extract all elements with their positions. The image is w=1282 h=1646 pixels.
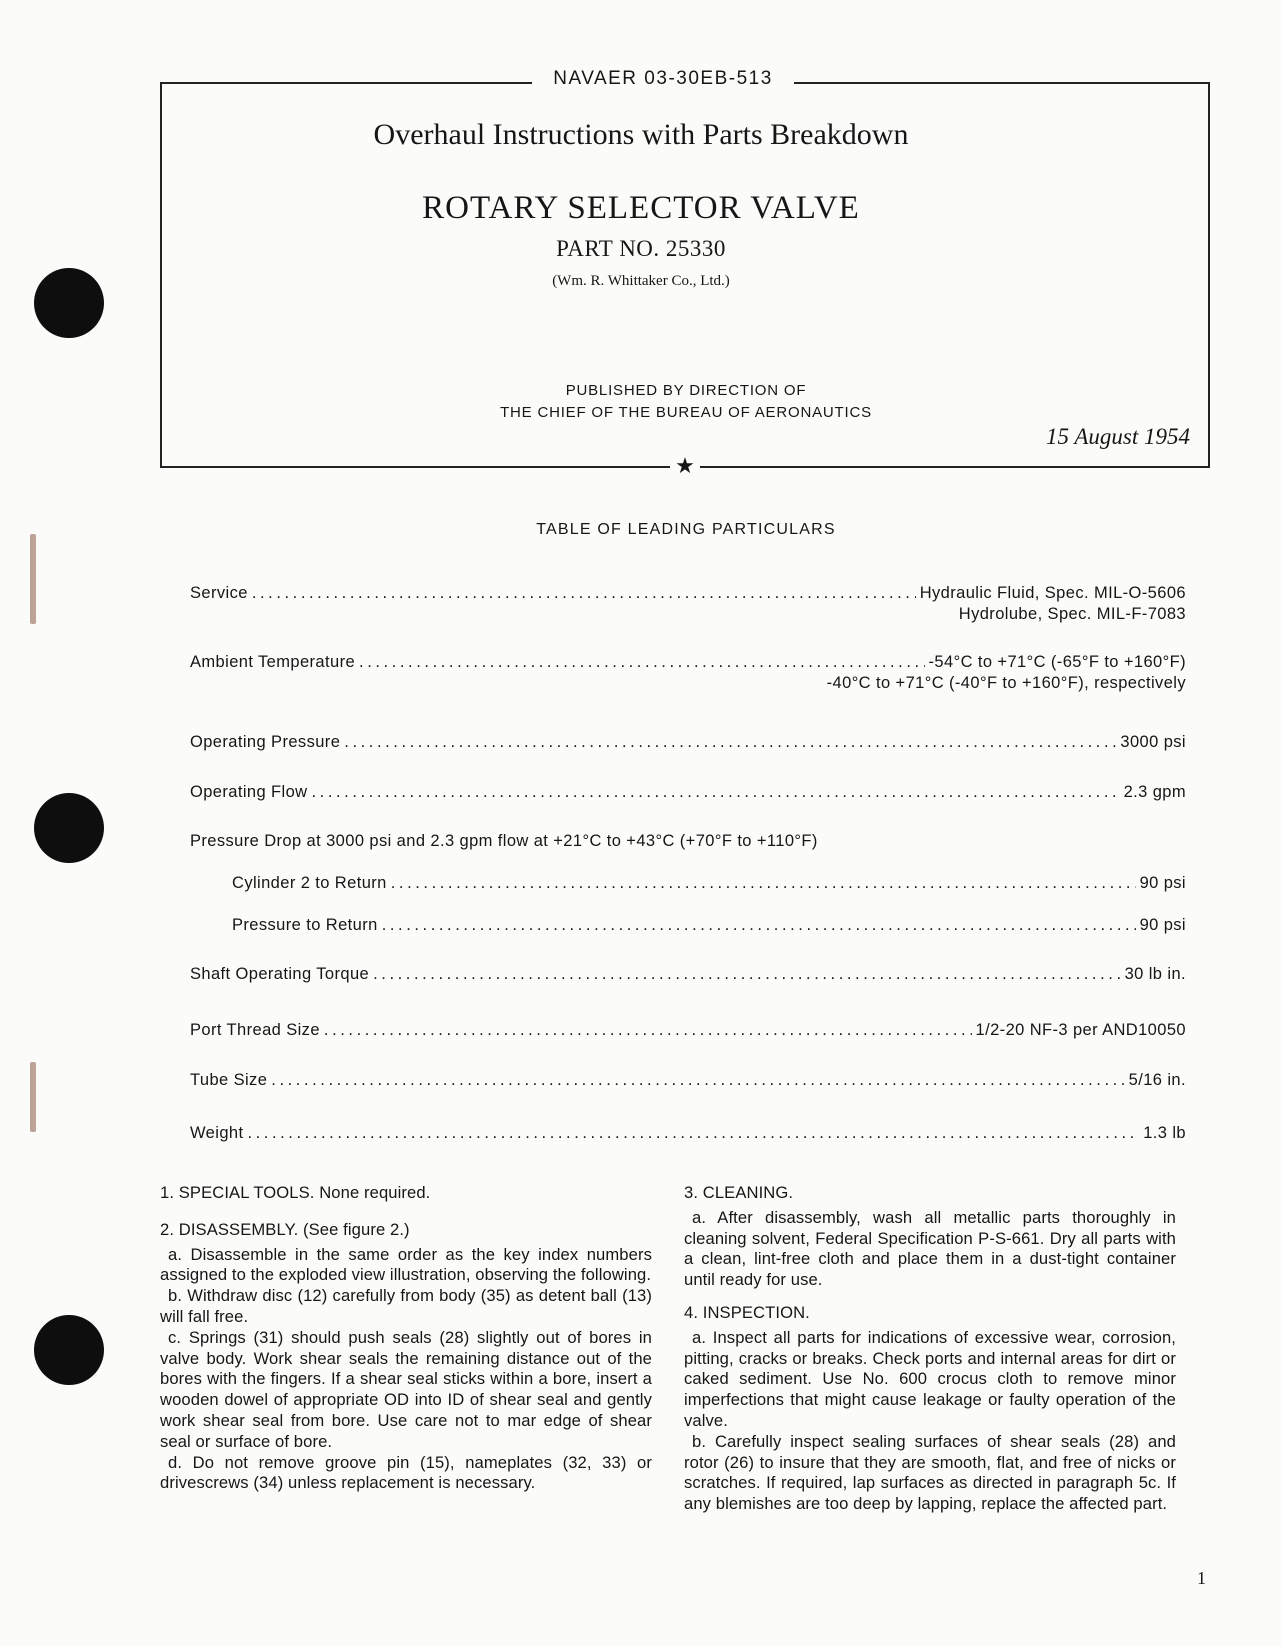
leader-dots (252, 584, 916, 603)
section-special-tools: 1. SPECIAL TOOLS. None required. (160, 1183, 431, 1202)
disassembly-paragraph-a: a. Disassemble in the same order as the key index numbers assigned to the exploded view illustration, observing the following. (160, 1244, 652, 1285)
ambient-value-continued: -40°C to +71°C (-40°F to +160°F), respectively (826, 674, 1186, 692)
cleaning-paragraph-a: a. After disassembly, wash all metallic parts thoroughly in cleaning solvent, Federal Specification P-S-661. Dry all parts with a clean, lint-free cloth and place them in a dust-tight container until ready for use. (684, 1207, 1176, 1290)
disassembly-paragraph-d: d. Do not remove groove pin (15), nameplates (32, 33) or drivescrews (34) unless replacement is necessary. (160, 1452, 652, 1493)
row-value: 3000 psi (1120, 733, 1186, 751)
row-label: Port Thread Size (190, 1021, 320, 1039)
row-weight (190, 1124, 1186, 1143)
margin-stain-upper (30, 534, 36, 624)
manufacturer: (Wm. R. Whittaker Co., Ltd.) (552, 273, 730, 289)
inspection-paragraph-b: b. Carefully inspect sealing surfaces of shear seals (28) and rotor (26) to insure that they are smooth, flat, and free of nicks or scratches. If required, lap surfaces as directed in paragraph 5c. If any blemishes are too deep by lapping, replace the affected part. (684, 1431, 1176, 1514)
disassembly-paragraph-c: c. Springs (31) should push seals (28) slightly out of bores in valve body. Work shear seals the remaining distance out of the bores with the fingers. If a shear seal sticks within a bore, insert a wooden dowel of appropriate OD into ID of shear seal and gently work shear seal from bore. Use care not to mar edge of shear seal or surface of bore. (160, 1327, 652, 1451)
page-number: 1 (1197, 1568, 1206, 1588)
row-ambient-temperature (190, 653, 1186, 672)
disassembly-paragraph-b: b. Withdraw disc (12) carefully from body (35) as detent ball (13) will fall free. (160, 1286, 652, 1326)
section-disassembly-heading: 2. DISASSEMBLY. (See figure 2.) (160, 1219, 410, 1239)
row-shaft-operating-torque (190, 965, 1186, 984)
row-value: -54°C to +71°C (-65°F to +160°F) (928, 653, 1186, 671)
row-label: Operating Pressure (190, 733, 341, 751)
row-cylinder-2-to-return (232, 874, 1186, 893)
row-label: Ambient Temperature (190, 653, 356, 671)
row-value: 2.3 gpm (1123, 783, 1186, 801)
publisher-line-2: THE CHIEF OF THE BUREAU OF AERONAUTICS (500, 404, 872, 421)
row-label: Operating Flow (190, 783, 308, 801)
row-tube-size (190, 1071, 1186, 1090)
leader-dots (391, 874, 1136, 893)
leader-dots (247, 1124, 1139, 1143)
publisher-line-1: PUBLISHED BY DIRECTION OF (565, 382, 807, 399)
binder-hole-middle (34, 793, 104, 863)
row-label: Shaft Operating Torque (190, 965, 370, 983)
leader-dots (324, 1021, 972, 1040)
leading-particulars-heading: TABLE OF LEADING PARTICULARS (536, 521, 836, 538)
body-column-right (684, 1183, 1176, 1515)
row-port-thread-size (190, 1021, 1186, 1040)
row-value: 90 psi (1139, 916, 1186, 934)
row-value: Hydraulic Fluid, Spec. MIL-O-5606 (919, 584, 1186, 602)
binder-hole-bottom (34, 1315, 104, 1385)
document-title: Overhaul Instructions with Parts Breakdown (373, 118, 909, 151)
leader-dots (382, 916, 1136, 935)
row-label: Tube Size (190, 1071, 268, 1089)
row-operating-pressure (190, 733, 1186, 752)
margin-stain-lower (30, 1062, 36, 1132)
row-pressure-to-return (232, 916, 1186, 935)
row-value: 5/16 in. (1128, 1071, 1186, 1089)
row-operating-flow (190, 783, 1186, 802)
leader-dots (373, 965, 1121, 984)
part-number: PART NO. 25330 (556, 236, 726, 261)
service-value-continued: Hydrolube, Spec. MIL-F-7083 (958, 605, 1186, 623)
row-label: Service (190, 584, 248, 602)
document-subject: ROTARY SELECTOR VALVE (422, 190, 860, 226)
section-inspection-heading: 4. INSPECTION. (684, 1302, 810, 1322)
inspection-paragraph-a: a. Inspect all parts for indications of excessive wear, corrosion, pitting, cracks or breaks. Check ports and internal areas for dirt or caked sediment. Use No. 600 crocus cloth to remove minor imperfections that might cause leakage or faulty operation of the valve. (684, 1327, 1176, 1430)
row-label: Pressure to Return (232, 916, 378, 934)
body-column-left (160, 1183, 652, 1494)
leader-dots (359, 653, 924, 672)
row-value: 1/2-20 NF-3 per AND10050 (975, 1021, 1186, 1039)
row-service (190, 584, 1186, 603)
row-label: Weight (190, 1124, 244, 1142)
star-ornament: ★ (670, 451, 700, 483)
pressure-drop-heading: Pressure Drop at 3000 psi and 2.3 gpm flow at +21°C to +43°C (+70°F to +110°F) (190, 832, 818, 850)
row-value: 90 psi (1139, 874, 1186, 892)
leader-dots (271, 1071, 1124, 1090)
row-label: Cylinder 2 to Return (232, 874, 387, 892)
document-number: NAVAER 03-30EB-513 (553, 68, 773, 89)
leader-dots (311, 783, 1119, 802)
publication-date: 15 August 1954 (1046, 424, 1190, 449)
row-value: 30 lb in. (1124, 965, 1186, 983)
section-cleaning-heading: 3. CLEANING. (684, 1183, 794, 1202)
leader-dots (344, 733, 1116, 752)
row-value: 1.3 lb (1143, 1124, 1186, 1142)
